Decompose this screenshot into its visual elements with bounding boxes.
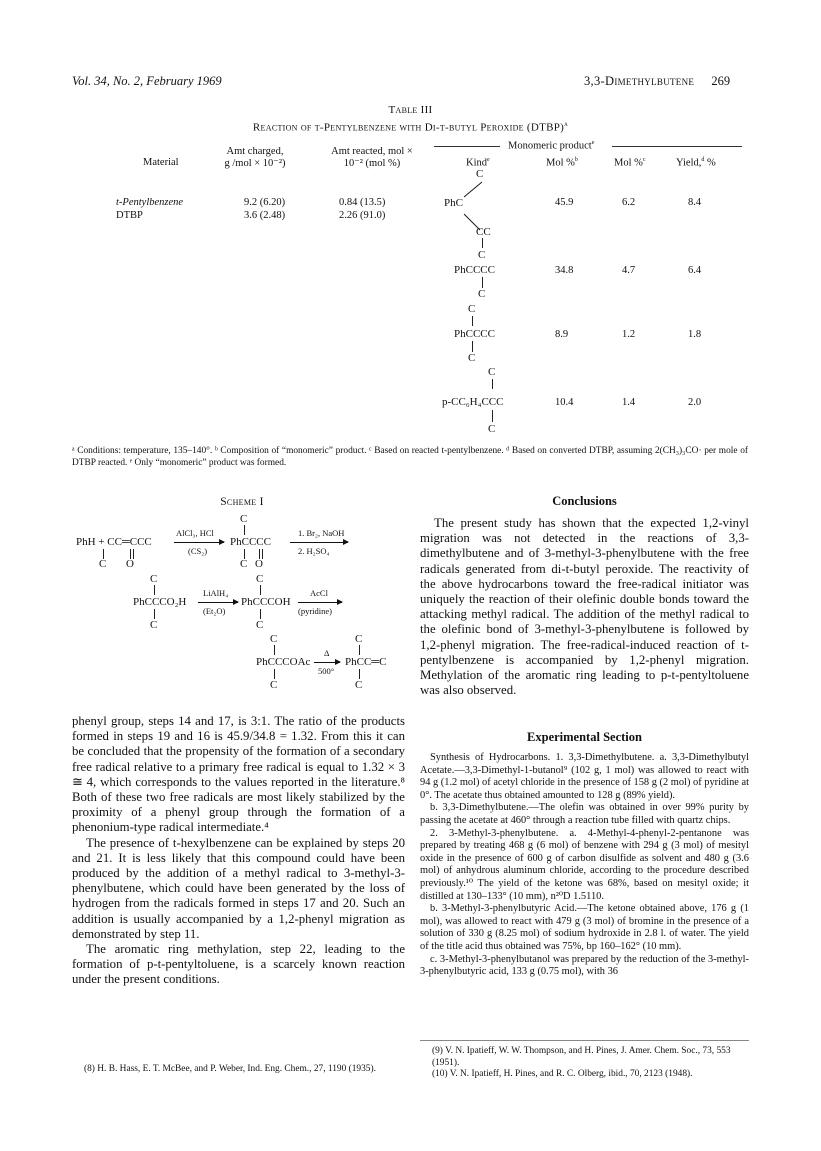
scheme-r2-cond-bot: (Et₂O): [203, 606, 226, 616]
scheme-arrow-2: [290, 542, 348, 543]
scheme-r3-product: PhCC═C: [345, 656, 387, 668]
s3-c-bot-l: C: [270, 679, 278, 691]
s2-bond-br: [260, 609, 261, 619]
col-kind-text: Kind: [466, 157, 487, 169]
s3-bond-br: [359, 669, 360, 679]
scheme-r2-next-top: AcCl: [310, 588, 328, 598]
row-material-1: [116, 197, 183, 208]
scheme-r2-next-bot: (pyridine): [298, 606, 332, 616]
row-charged-1: 9.2 (6.20): [244, 197, 286, 208]
p4-c-bot: C: [488, 423, 496, 435]
p4-bond-bot: [492, 410, 493, 422]
table-title-sup: a: [564, 120, 569, 128]
experimental-heading: Experimental Section: [527, 730, 642, 744]
col-reacted-1: Amt reacted, mol ×: [331, 146, 413, 157]
s3-bond-tl: [274, 645, 275, 655]
s1-o-p: O: [255, 558, 263, 570]
col-mol-c: Mol %$^c$: [614, 157, 646, 169]
running-title: 3,3-Dimethylbutene: [584, 74, 695, 88]
s1-c-p: C: [240, 558, 248, 570]
scheme-r3-cond-bot: 500°: [318, 666, 335, 676]
col-reacted: [312, 146, 432, 169]
s2-bond-tl: [154, 585, 155, 595]
col-charged-2: g /mol × 10⁻²): [224, 158, 286, 169]
p2-c-bot: C: [478, 288, 486, 300]
s2-c-bot-l: C: [150, 619, 158, 631]
s3-c-bot-r: C: [355, 679, 363, 691]
row-charged-2: 3.6 (2.48): [244, 210, 286, 221]
s3-bond-tr: [359, 645, 360, 655]
p3-c-bot: C: [468, 352, 476, 364]
s1-c-l: C: [99, 558, 107, 570]
product-kind-2: PhCCCC: [454, 264, 495, 276]
col-kind: Kind$^e$: [466, 157, 490, 169]
running-header-right: [584, 74, 730, 89]
p2-c-top: C: [478, 249, 486, 261]
scheme-r3-left: PhCCCOAc: [256, 656, 311, 668]
table-label: Table III: [388, 104, 433, 116]
product-molc-1: 6.2: [622, 197, 636, 208]
row-material-2: DTBP: [116, 210, 143, 221]
col-mol-c-text: Mol %: [614, 157, 643, 169]
scheme-r1-cond-bot: (CS₂): [188, 546, 208, 556]
s3-c-top-r: C: [355, 633, 363, 645]
exp-para-1: Synthesis of Hydrocarbons. 1. 3,3-Dimethylbutene. a. 3,3-Dimethylbutyl Acetate.—3,3-Dimethyl-1-butanol⁹ (102 g, 1 mol) was allowed to react with 94 g (1.2 mol) of acetyl chloride in the presence of 158 g (2 mol) of pyridine at 0°. The acetate thus obtained amounted to 128 g (89% yield).: [420, 752, 749, 801]
material-name-1: t-Pentylbenzene: [116, 197, 184, 208]
conclusions-heading: Conclusions: [552, 494, 617, 508]
s2-bond-tr: [260, 585, 261, 595]
scheme-r1-next-bot: 2. H₂SO₄: [298, 546, 330, 556]
s1-o-l: O: [126, 558, 134, 570]
scheme-arrow-5: [314, 662, 340, 663]
s2-bond-bl: [154, 609, 155, 619]
table-title-text: Reaction of t-Pentylbenzene with Di-t-butyl Peroxide (DTBP): [252, 121, 565, 134]
col-charged-1: Amt charged,: [226, 146, 284, 157]
s3-c-top-l: C: [270, 633, 278, 645]
header-rule-right: [612, 146, 742, 147]
col-material: Material: [143, 157, 179, 168]
product-yield-3: 1.8: [688, 329, 702, 340]
product-molb-2: 34.8: [555, 265, 574, 276]
p1-c-top: C: [476, 168, 484, 180]
left-para-2: The presence of t-hexylbenzene can be explained by steps 20 and 21. It is less likely that this compound could have been produced by the addition of a methyl radical to 3-methyl-3-phenylbutene, which could have been generated by the loss of hydrogen from the radicals formed in steps 17 and 20. Such an addition is usually accompanied by a 1,2-phenyl migration as demonstrated by step 11.: [72, 835, 405, 941]
s1-bond-top: [244, 525, 245, 535]
left-para-1: phenyl group, steps 14 and 17, is 3:1. The ratio of the products formed in steps 19 and 16 is 45.9/34.8 = 1.32. From this it can be concluded that the propensity of the formation of a secondary free radical relative to a primary free radical is equal to 1.32 × 3 ≅ 4, which corresponds to the values reported in the literature.⁸ Both of these two free radicals are most likely stabilized by the proximity of a phenyl group through the formation of a phenonium-type radical intermediate.⁴: [72, 714, 405, 835]
footnote-divider: [420, 1040, 749, 1041]
product-yield-1: 8.4: [688, 197, 702, 208]
col-mol-b: Mol %$^b$: [546, 157, 578, 169]
left-para-3: The aromatic ring methylation, step 22, leading to the formation of p-t-pentyltoluene, is a scarcely known reaction under the present conditions.: [72, 942, 405, 987]
exp-para-5: c. 3-Methyl-3-phenylbutanol was prepared by the reduction of the 3-methyl-3-phenylbutyric acid, 133 g (0.75 mol), with 36: [420, 953, 749, 978]
exp-footnote-9: (9) V. N. Ipatieff, W. W. Thompson, and H. Pines, J. Amer. Chem. Soc., 73, 553 (1951).: [432, 1046, 731, 1068]
experimental-text: [420, 752, 749, 979]
s2-c-top-r: C: [256, 573, 264, 585]
scheme-r2-product: PhCCCOH: [241, 596, 291, 608]
exp-footnote-10: (10) V. N. Ipatieff, H. Pines, and R. C. Olberg, ibid., 70, 2123 (1948).: [432, 1069, 693, 1080]
exp-footnotes: [420, 1046, 749, 1081]
col-group-header: Monomeric product$^e$: [508, 140, 595, 152]
col-mol-b-text: Mol %: [546, 157, 575, 169]
scheme-r2-left: PhCCCO₂H: [133, 596, 187, 608]
p1-cc: CC: [476, 226, 491, 238]
left-footnote: (8) H. B. Hass, E. T. McBee, and P. Weber, Ind. Eng. Chem., 27, 1190 (1935).: [84, 1064, 376, 1074]
product-molc-3: 1.2: [622, 329, 636, 340]
scheme-r1-left: PhH + CC═CCC: [76, 536, 152, 548]
s2-c-bot-r: C: [256, 619, 264, 631]
product-kind-4: p-CC₆H₄CCC: [442, 396, 504, 408]
product-molc-2: 4.7: [622, 265, 636, 276]
exp-para-2: b. 3,3-Dimethylbutene.—The olefin was obtained in over 99% purity by passing the acetate at 460° through a reaction tube filled with quartz chips.: [420, 802, 749, 826]
p4-bond-top: [492, 379, 493, 389]
scheme-r3-cond-top: Δ: [324, 648, 330, 658]
scheme-title: Scheme I: [220, 496, 264, 508]
product-kind-1: PhC: [444, 197, 463, 209]
exp-para-3: 2. 3-Methyl-3-phenylbutene. a. 4-Methyl-4-phenyl-2-pentanone was prepared by treating 468 g (6 mol) of benzene with 294 g (3 mol) of mesityl oxide in the presence of 600 g of carbon disulfide as solvent and 480 g (3.6 mol) of anhydrous aluminum chloride, according to the procedure described previously.¹⁰ The yield of the ketone was 68%, based on mesityl oxide; it distilled at 130–133° (10 mm), n²⁰D 1.5110.: [420, 827, 749, 902]
p4-c-top: C: [488, 366, 496, 378]
p3-bond-bot: [472, 341, 473, 352]
p1-bonds: [452, 180, 492, 250]
p2-bond-bot: [482, 277, 483, 288]
product-molc-4: 1.4: [622, 397, 636, 408]
scheme-arrow-4: [298, 602, 342, 603]
exp-para-4: b. 3-Methyl-3-phenylbutyric Acid.—The ketone obtained above, 176 g (1 mol), was allowed to react with 479 g (3 mol) of bromine in the presence of a solution of 330 g (8.25 mol) of sodium hydroxide in 2.8 l. of water. The yield of the title acid thus obtained was 75%, bp 160–162° (10 mm).: [420, 903, 749, 952]
p2-bond-top: [482, 238, 483, 248]
product-kind-3: PhCCCC: [454, 328, 495, 340]
row-reacted-2: 2.26 (91.0): [339, 210, 386, 221]
page-number: 269: [711, 74, 731, 88]
product-yield-2: 6.4: [688, 265, 702, 276]
s2-c-top-l: C: [150, 573, 158, 585]
col-group-text: Monomeric product: [508, 140, 592, 152]
running-header-left: Vol. 34, No. 2, February 1969: [72, 74, 222, 88]
col-yield-unit: %: [707, 157, 716, 169]
scheme-arrow-3: [198, 602, 238, 603]
product-molb-3: 8.9: [555, 329, 569, 340]
p3-bond-top: [472, 316, 473, 326]
conclusions-text: The present study has shown that the expected 1,2-vinyl migration was not detected in the reactions of 3,3-dimethylbutene and of 3-methyl-3-phenylbutene with the free radicals generated from di-t-butyl peroxide. The reactivity of the above hydrocarbons toward the free-radical initiator was uniquely the reaction of their olefinic double bonds toward the attacking methyl radical. The addition of the methyl radical to the olefinic bond of 3-methyl-3-phenylbutene is followed by 1,2-phenyl migration. The free-radical-induced reaction of t-pentylbenzene is accompanied by 1,2-phenyl migration. Methylation of the aromatic ring leading to p-t-pentyltoluene was also observed.: [420, 516, 749, 698]
scheme-r2-cond-top: LiAlH₄: [203, 588, 229, 598]
s1-c-top: C: [240, 513, 248, 525]
product-molb-4: 10.4: [555, 397, 574, 408]
scheme-r1-cond-top: AlCl₃, HCl: [176, 528, 214, 538]
left-column-text: [72, 714, 405, 988]
s3-bond-bl: [274, 669, 275, 679]
col-charged: [200, 146, 310, 169]
scheme-r1-product: PhCCCC: [230, 536, 271, 548]
col-yield: Yield,$^d$ %: [676, 157, 716, 169]
row-reacted-1: 0.84 (13.5): [339, 197, 386, 208]
table-title: [0, 120, 821, 134]
scheme-arrow-1: [174, 542, 224, 543]
p3-c-top: C: [468, 303, 476, 315]
product-yield-4: 2.0: [688, 397, 702, 408]
table-footnote: ᵃ Conditions: temperature, 135–140°. ᵇ Composition of “monomeric” product. ᶜ Based on reacted t-pentylbenzene. ᵈ Based on converted DTBP, assuming 2(CH₃)₃CO· per mole of DTBP reacted. ᵉ Only “monomeric” product was formed.: [72, 446, 748, 468]
product-molb-1: 45.9: [555, 197, 574, 208]
scheme-r1-next-top: 1. Br₂, NaOH: [298, 528, 345, 538]
col-yield-text: Yield,: [676, 157, 702, 169]
header-rule-left: [434, 146, 500, 147]
col-reacted-2: 10⁻² (mol %): [343, 158, 401, 169]
